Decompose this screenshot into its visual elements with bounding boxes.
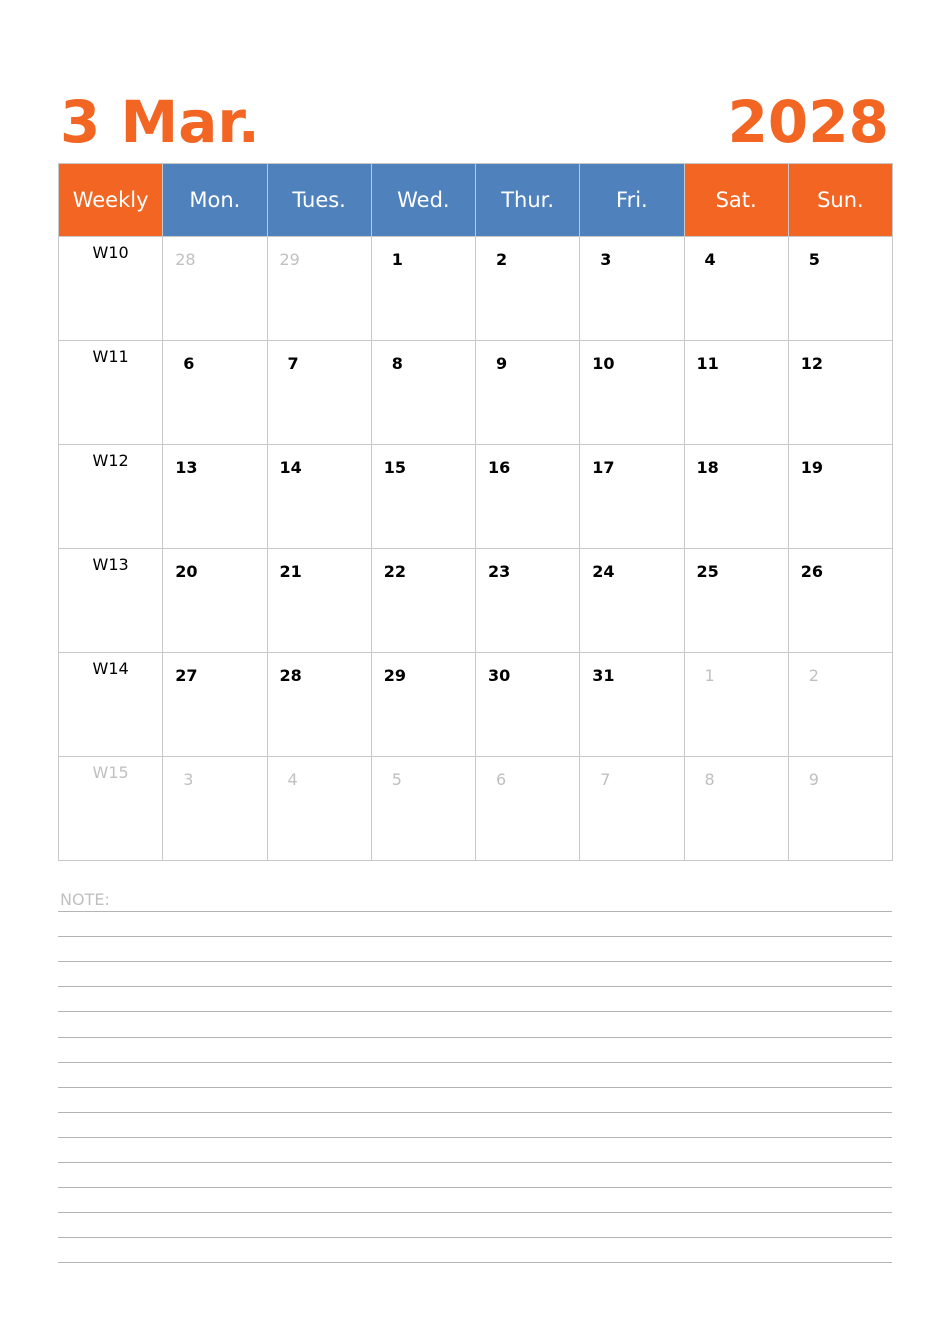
day-cell[interactable] [371, 237, 475, 341]
day-number: 2 [496, 250, 508, 269]
week-number-cell [59, 237, 163, 341]
day-number: 30 [488, 666, 511, 685]
column-header-sat: Sat. [684, 164, 788, 237]
day-number: 25 [696, 562, 719, 581]
day-cell[interactable] [163, 549, 267, 653]
note-line [58, 1037, 892, 1038]
day-number: 24 [592, 562, 615, 581]
day-number: 21 [279, 562, 302, 581]
note-line [58, 986, 892, 987]
week-row [59, 237, 893, 341]
day-cell[interactable] [163, 445, 267, 549]
day-cell[interactable] [580, 757, 684, 861]
day-cell[interactable] [580, 549, 684, 653]
day-number: 3 [600, 250, 612, 269]
week-row [59, 757, 893, 861]
day-number: 12 [800, 354, 824, 373]
day-number: 11 [696, 354, 719, 373]
column-header-thu: Thur. [476, 164, 580, 237]
day-cell[interactable] [163, 237, 267, 341]
day-number: 7 [600, 770, 611, 789]
column-header-wed: Wed. [371, 164, 475, 237]
note-line [58, 911, 892, 912]
day-number: 1 [391, 250, 403, 269]
day-cell[interactable] [788, 341, 892, 445]
note-line [58, 1087, 892, 1088]
day-number: 20 [175, 562, 198, 581]
day-number: 1 [704, 666, 715, 685]
note-line [58, 1162, 892, 1163]
day-cell[interactable] [684, 445, 788, 549]
note-line [58, 1237, 892, 1238]
day-number: 10 [592, 354, 615, 373]
calendar-header-row [59, 164, 893, 237]
day-number: 16 [488, 458, 511, 477]
column-header-fri: Fri. [580, 164, 684, 237]
day-cell[interactable] [580, 341, 684, 445]
day-cell[interactable] [163, 341, 267, 445]
day-number: 6 [183, 354, 195, 373]
day-number: 31 [592, 666, 615, 685]
week-number-cell [59, 757, 163, 861]
day-cell[interactable] [267, 653, 371, 757]
week-number-cell [59, 549, 163, 653]
day-number: 22 [383, 562, 407, 581]
day-number: 15 [383, 458, 407, 477]
day-number: 26 [800, 562, 824, 581]
note-line [58, 1212, 892, 1213]
day-cell[interactable] [684, 341, 788, 445]
day-number: 4 [704, 250, 716, 269]
week-number-label: W11 [92, 347, 129, 366]
column-header-mon: Mon. [163, 164, 267, 237]
note-line [58, 1112, 892, 1113]
week-number-label: W13 [92, 555, 129, 574]
day-cell[interactable] [476, 445, 580, 549]
week-row [59, 341, 893, 445]
day-cell[interactable] [163, 653, 267, 757]
calendar-grid [58, 163, 893, 861]
week-number-cell [59, 341, 163, 445]
day-cell[interactable] [684, 237, 788, 341]
day-cell[interactable] [476, 237, 580, 341]
day-cell[interactable] [476, 549, 580, 653]
day-number: 14 [279, 458, 302, 477]
note-line [58, 1062, 892, 1063]
week-row [59, 549, 893, 653]
day-cell[interactable] [267, 549, 371, 653]
day-cell[interactable] [684, 757, 788, 861]
day-cell[interactable] [476, 653, 580, 757]
day-number: 8 [391, 354, 403, 373]
note-line [58, 1137, 892, 1138]
calendar-body [59, 237, 893, 861]
column-header-sun: Sun. [788, 164, 892, 237]
note-line [58, 1187, 892, 1188]
day-cell[interactable] [580, 445, 684, 549]
day-number: 13 [175, 458, 198, 477]
note-line [58, 936, 892, 937]
week-row [59, 445, 893, 549]
day-cell[interactable] [684, 549, 788, 653]
day-cell[interactable] [267, 341, 371, 445]
day-cell[interactable] [788, 445, 892, 549]
day-cell[interactable] [788, 549, 892, 653]
day-cell[interactable] [163, 757, 267, 861]
day-number: 6 [496, 770, 507, 789]
day-cell[interactable] [580, 653, 684, 757]
day-number: 7 [287, 354, 299, 373]
day-number: 29 [279, 250, 300, 269]
day-cell[interactable] [371, 445, 475, 549]
day-cell[interactable] [684, 653, 788, 757]
day-number: 5 [808, 250, 820, 269]
day-number: 5 [391, 770, 402, 789]
year-title: 2028 [727, 88, 889, 156]
day-number: 23 [488, 562, 511, 581]
week-row [59, 653, 893, 757]
note-line [58, 1011, 892, 1012]
day-cell[interactable] [371, 757, 475, 861]
day-number: 29 [383, 666, 407, 685]
day-number: 4 [287, 770, 298, 789]
day-number: 27 [175, 666, 198, 685]
day-cell[interactable] [267, 237, 371, 341]
day-number: 18 [696, 458, 719, 477]
day-cell[interactable] [788, 237, 892, 341]
week-number-label: W10 [92, 243, 129, 262]
week-number-label: W15 [92, 763, 129, 782]
day-number: 8 [704, 770, 715, 789]
day-cell[interactable] [476, 757, 580, 861]
day-cell[interactable] [788, 653, 892, 757]
day-cell[interactable] [788, 757, 892, 861]
day-cell[interactable] [580, 237, 684, 341]
day-number: 9 [496, 354, 508, 373]
month-title: 3 Mar. [60, 88, 260, 156]
day-cell[interactable] [371, 549, 475, 653]
day-number: 28 [175, 250, 196, 269]
day-number: 2 [808, 666, 819, 685]
day-number: 17 [592, 458, 615, 477]
column-header-weekly: Weekly [59, 164, 163, 237]
note-line [58, 1262, 892, 1263]
day-number: 9 [808, 770, 819, 789]
day-number: 28 [279, 666, 302, 685]
column-header-tue: Tues. [267, 164, 371, 237]
day-cell[interactable] [371, 341, 475, 445]
day-cell[interactable] [267, 445, 371, 549]
week-number-cell [59, 653, 163, 757]
day-number: 19 [800, 458, 824, 477]
week-number-label: W12 [92, 451, 129, 470]
day-cell[interactable] [371, 653, 475, 757]
note-line [58, 961, 892, 962]
week-number-label: W14 [92, 659, 129, 678]
day-cell[interactable] [476, 341, 580, 445]
notes-label: NOTE: [60, 890, 110, 909]
day-cell[interactable] [267, 757, 371, 861]
day-number: 3 [183, 770, 194, 789]
week-number-cell [59, 445, 163, 549]
